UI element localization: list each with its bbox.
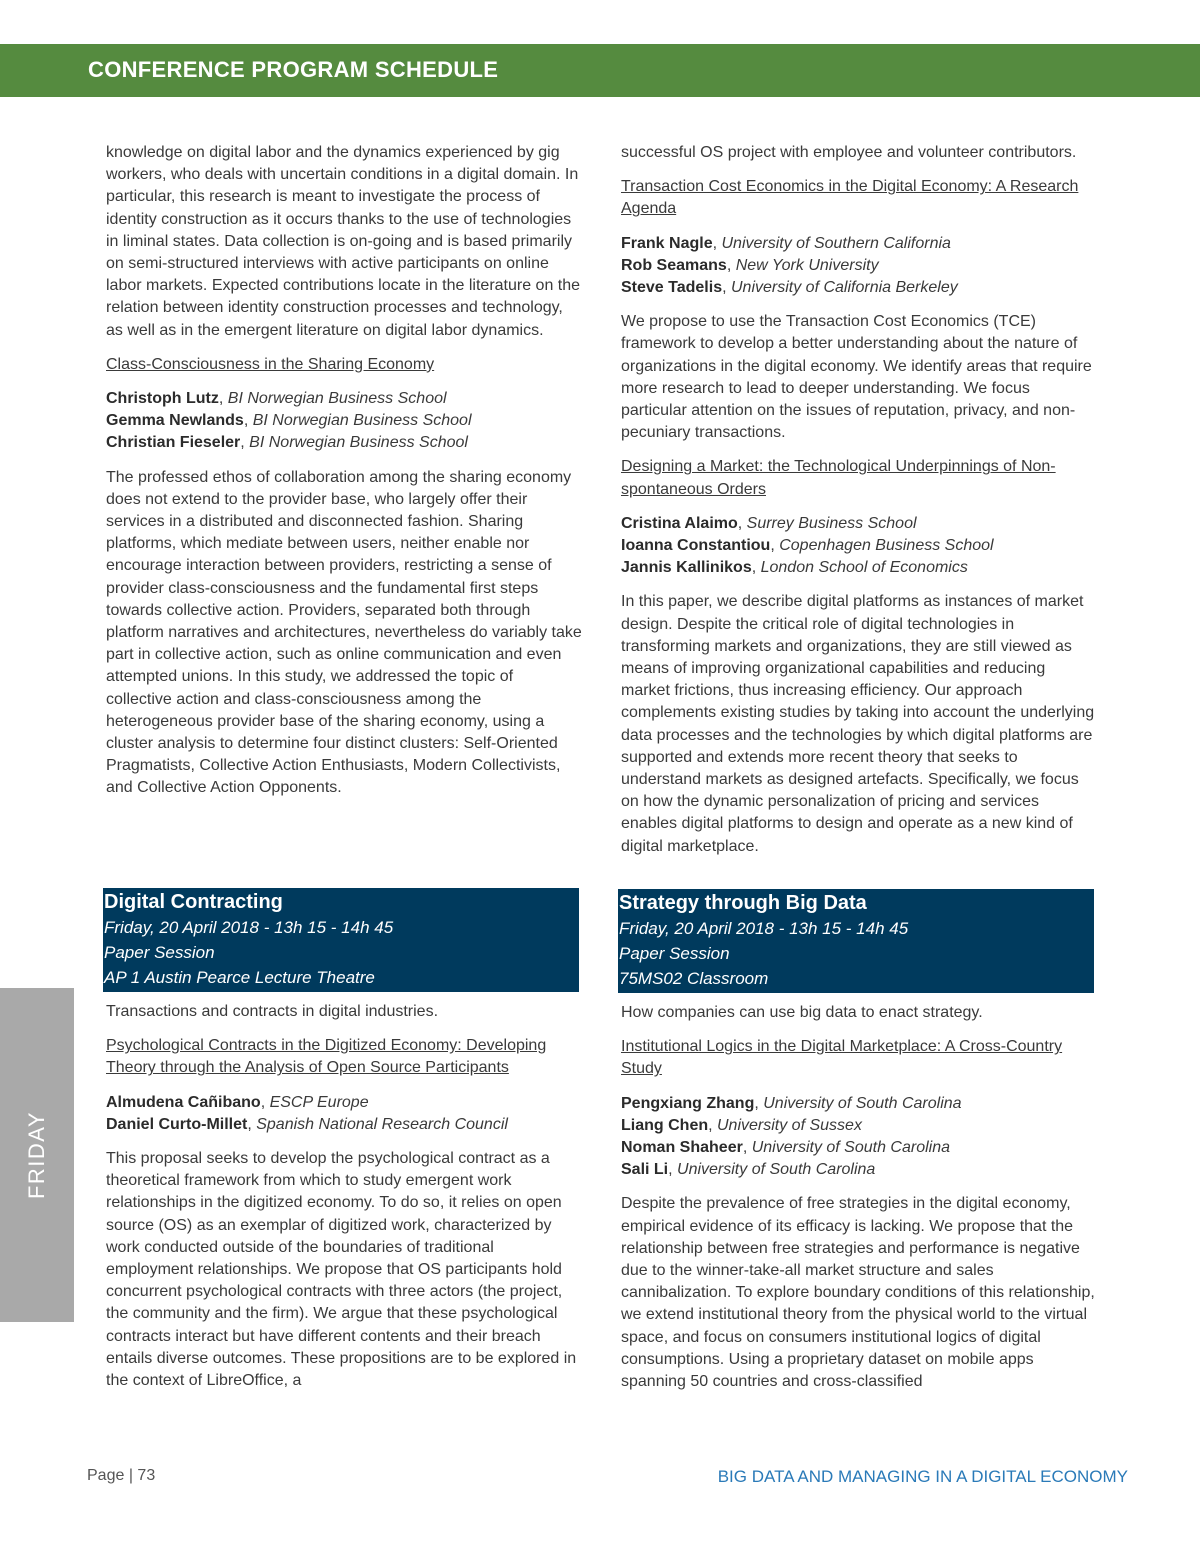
author-name: Christoph Lutz <box>106 390 219 408</box>
author-affiliation: University of South Carolina <box>677 1161 876 1179</box>
author-entry: Frank Nagle, University of Southern California <box>621 234 951 252</box>
session-title: Strategy through Big Data <box>619 892 867 914</box>
intro-paragraph: successful OS project with employee and volunteer contributors. <box>621 144 1077 161</box>
paper-title: Designing a Market: the Technological Underpinnings of Non-spontaneous Orders <box>621 458 1056 498</box>
abstract-paragraph: This proposal seeks to develop the psychological contract as a theoretical framework from which to study emergent work relationships in the digitized economy. To do so, it relies on open source (OS) as an exemplar of digitized work, characterized by work conducted outside of the boundaries of traditional employment relationships. We propose that OS participants hold concurrent psychological contracts with three actors (the project, the community and the firm). We argue that these psychological contracts interact but have different contents and their breach entails diverse outcomes. These propositions are to be explored in the context of LibreOffice, a <box>106 1150 577 1390</box>
session-room: AP 1 Austin Pearce Lecture Theatre <box>104 968 375 987</box>
author-name: Almudena Cañibano <box>106 1093 261 1111</box>
author-affiliation: University of California Berkeley <box>730 279 958 297</box>
author-name: Sali Li <box>621 1161 669 1179</box>
session-description: How companies can use big data to enact strategy. <box>621 1004 983 1021</box>
right-column-top <box>621 142 1097 870</box>
paper-title: Institutional Logics in the Digital Marketplace: A Cross-Country Study <box>621 1038 1063 1078</box>
author-list <box>621 1093 1097 1182</box>
author-affiliation: ESCP Europe <box>269 1093 369 1111</box>
day-label: FRIDAY <box>24 1110 49 1200</box>
session-type: Paper Session <box>104 943 215 962</box>
session-description: Transactions and contracts in digital industries. <box>106 1003 439 1020</box>
author-name: Cristina Alaimo <box>621 514 738 532</box>
author-list <box>106 1092 582 1136</box>
author-affiliation: BI Norwegian Business School <box>227 390 447 408</box>
author-list <box>106 388 582 455</box>
author-affiliation: Surrey Business School <box>746 514 917 532</box>
author-entry: Rob Seamans, New York University <box>621 256 879 274</box>
author-entry: Christian Fieseler, BI Norwegian Business School <box>106 434 468 452</box>
abstract-paragraph: We propose to use the Transaction Cost Economics (TCE) framework to develop a better understanding about the nature of organizations in the digital economy. We identify areas that require more research to lead to deeper understanding. We focus particular attention on the issues of reputation, privacy, and non-pecuniary transactions. <box>621 313 1092 442</box>
right-column-bottom <box>621 1002 1097 1405</box>
author-entry: Sali Li, University of South Carolina <box>621 1161 876 1179</box>
author-entry: Pengxiang Zhang, University of South Carolina <box>621 1094 962 1112</box>
author-entry: Christoph Lutz, BI Norwegian Business School <box>106 390 447 408</box>
paper-title: Class-Consciousness in the Sharing Economy <box>106 355 435 373</box>
session-title: Digital Contracting <box>104 891 283 913</box>
author-entry: Almudena Cañibano, ESCP Europe <box>106 1093 369 1111</box>
author-affiliation: University of South Carolina <box>763 1094 962 1112</box>
session-time: Friday, 20 April 2018 - 13h 15 - 14h 45 <box>619 919 909 938</box>
author-entry: Daniel Curto-Millet, Spanish National Research Council <box>106 1115 508 1133</box>
intro-paragraph: knowledge on digital labor and the dynamics experienced by gig workers, who deals with uncertain conditions in a digital domain. In particular, this research is meant to investigate the process of identity construction as it occurs thanks to the use of technologies in liminal states. Data collection is on-going and is based primarily on semi-structured interviews with active participants on online labor markets. Expected contributions locate in the literature on the relation between identity construction processes and technology, as well as in the emergent literature on digital labor dynamics. <box>106 144 581 339</box>
author-entry: Steve Tadelis, University of California Berkeley <box>621 279 958 297</box>
author-name: Gemma Newlands <box>106 412 244 430</box>
author-entry: Cristina Alaimo, Surrey Business School <box>621 514 917 532</box>
author-name: Liang Chen <box>621 1116 709 1134</box>
footer-title: BIG DATA AND MANAGING IN A DIGITAL ECONOMY <box>717 1467 1128 1486</box>
author-name: Noman Shaheer <box>621 1139 743 1157</box>
author-affiliation: Spanish National Research Council <box>256 1115 508 1133</box>
author-entry: Jannis Kallinikos, London School of Economics <box>621 559 968 577</box>
session-type: Paper Session <box>619 944 730 963</box>
author-affiliation: BI Norwegian Business School <box>252 412 472 430</box>
author-name: Rob Seamans <box>621 256 727 274</box>
day-side-tab <box>0 988 74 1322</box>
session-header-digital-contracting <box>103 888 579 992</box>
author-list <box>621 513 1097 580</box>
author-affiliation: London School of Economics <box>760 559 968 577</box>
session-time: Friday, 20 April 2018 - 13h 15 - 14h 45 <box>104 918 394 937</box>
author-affiliation: BI Norwegian Business School <box>249 434 468 452</box>
author-name: Frank Nagle <box>621 234 713 252</box>
abstract-paragraph: The professed ethos of collaboration among the sharing economy does not extend to the provider base, who largely offer their services in a distributed and disconnected fashion. Sharing platforms, which mediate between users, neither enable nor encourage interaction between providers, restricting a sense of provider class-consciousness and the fundamental first steps towards collective action. Providers, separated both through platform narratives and architectures, nevertheless do variably take part in collective action, such as online communication and even attempted unions. In this study, we addressed the topic of collective action and class-consciousness among the heterogeneous provider base of the sharing economy, using a cluster analysis to determine four distinct clusters: Self-Oriented Pragmatists, Collective Action Enthusiasts, Modern Collectivists, and Collective Action Opponents. <box>106 468 582 797</box>
author-entry: Ioanna Constantiou, Copenhagen Business School <box>621 537 994 555</box>
left-column-top <box>106 142 582 812</box>
author-name: Pengxiang Zhang <box>621 1094 755 1112</box>
paper-title: Transaction Cost Economics in the Digital Economy: A Research Agenda <box>621 178 1079 218</box>
author-entry: Liang Chen, University of Sussex <box>621 1116 862 1134</box>
author-name: Steve Tadelis <box>621 279 723 297</box>
author-affiliation: University of Southern California <box>721 234 951 252</box>
abstract-paragraph: In this paper, we describe digital platforms as instances of market design. Despite the critical role of digital technologies in transforming markets and organizations, they are still viewed as means of improving organizational capabilities and reducing market frictions, thus increasing efficiency. Our approach complements existing studies by taking into account the underlying data processes and the technologies by which digital platforms are supported and extends more recent theory that seeks to understand markets as designed artefacts. Specifically, we focus on how the dynamic personalization of pricing and services enables digital platforms to design and operate as a new kind of digital marketplace. <box>621 593 1095 855</box>
session-header-strategy-big-data <box>618 889 1094 993</box>
session-room: 75MS02 Classroom <box>619 969 769 988</box>
author-affiliation: University of South Carolina <box>751 1139 951 1157</box>
author-name: Daniel Curto-Millet <box>106 1115 248 1133</box>
author-name: Christian Fieseler <box>106 434 241 452</box>
author-affiliation: University of Sussex <box>717 1116 862 1134</box>
author-list <box>621 233 1097 300</box>
author-entry: Gemma Newlands, BI Norwegian Business School <box>106 412 472 430</box>
author-entry: Noman Shaheer, University of South Carolina <box>621 1139 951 1157</box>
author-name: Ioanna Constantiou <box>621 537 771 555</box>
abstract-paragraph: Despite the prevalence of free strategies in the digital economy, empirical evidence of its efficacy is lacking. We propose that the relationship between free strategies and performance is negative due to the winner-take-all market structure and sales cannibalization. To explore boundary conditions of this relationship, we extend institutional theory from the physical world to the virtual space, and focus on consumers institutional logics of digital consumptions. Using a proprietary dataset on mobile apps spanning 50 countries and cross-classified <box>621 1195 1095 1391</box>
page-number: Page | 73 <box>87 1467 156 1484</box>
author-affiliation: New York University <box>735 256 879 274</box>
left-column-bottom <box>106 1001 582 1404</box>
header-title: CONFERENCE PROGRAM SCHEDULE <box>88 57 499 82</box>
author-affiliation: Copenhagen Business School <box>779 537 994 555</box>
author-name: Jannis Kallinikos <box>621 559 752 577</box>
page-header <box>0 44 1200 97</box>
paper-title: Psychological Contracts in the Digitized Economy: Developing Theory through the Analysis of Open Source Participants <box>106 1037 547 1077</box>
